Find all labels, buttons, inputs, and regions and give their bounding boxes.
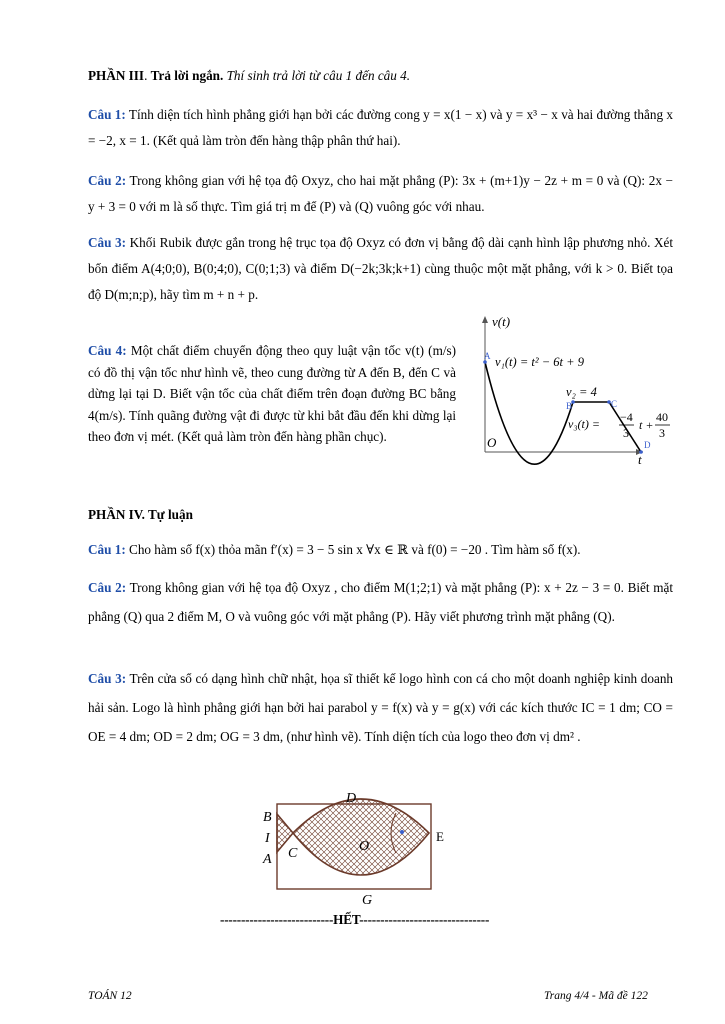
part4-heading: PHẦN IV. Tự luận bbox=[88, 507, 193, 522]
end-marker: ---------------------------HẾT------------------------------- bbox=[220, 912, 490, 927]
part4-question-3 bbox=[88, 664, 673, 751]
part3-question-2 bbox=[88, 168, 673, 220]
part3-question-4 bbox=[88, 340, 456, 448]
question-text: Trong không gian với hệ tọa độ Oxyz, cho hai mặt phẳng (P): 3x + (m+1)y − 2z + m = 0 và (Q): 2x − y + 3 = 0 với m là số thực. Tìm giá trị m để (P) và (Q) vuông góc với nhau. bbox=[88, 173, 674, 214]
question-label: Câu 3: bbox=[88, 671, 127, 686]
v-axis-label: v(t) bbox=[492, 314, 511, 329]
label-d: D bbox=[346, 791, 357, 806]
velocity-graph bbox=[478, 312, 683, 470]
question-text: Tính diện tích hình phẳng giới hạn bởi các đường cong y = x(1 − x) và y = x³ − x và hai đường thẳng x = −2, x = 1. (Kết quả làm tròn đến hàng thập phân thứ hai). bbox=[88, 107, 674, 148]
label-g: G bbox=[362, 893, 373, 908]
part3-heading-title: Trả lời ngắn. bbox=[150, 68, 224, 83]
part3-heading-dot: . bbox=[144, 68, 151, 83]
question-text: Cho hàm số f(x) thỏa mãn f′(x) = 3 − 5 sin x ∀x ∈ ℝ và f(0) = −20 . Tìm hàm số f(x). bbox=[129, 542, 581, 557]
label-a: A bbox=[263, 852, 272, 867]
footer-subject: TOÁN 12 bbox=[88, 990, 132, 1002]
part3-question-3 bbox=[88, 230, 673, 308]
v3-fraction2-num: 40 bbox=[656, 410, 668, 424]
part3-heading-bold: PHẦN III bbox=[88, 68, 145, 83]
question-label: Câu 4: bbox=[88, 343, 127, 358]
point-d-label: D bbox=[644, 440, 651, 450]
question-text: Trong không gian với hệ tọa độ Oxyz , cho điểm M(1;2;1) và mặt phẳng (P): x + 2z − 3 = 0. Biết mặt phẳng (Q) qua 2 điểm M, O và vuông góc với mặt phẳng (P). Hãy viết phương trình mặt phẳng (Q). bbox=[88, 580, 674, 624]
v2-formula: v₂ = 4 bbox=[566, 385, 597, 399]
question-text: Khối Rubik được gắn trong hệ trục tọa độ Oxyz có đơn vị bằng độ dài cạnh hình lập phương nhỏ. Xét bốn điểm A(4;0;0), B(0;4;0), C(0;1;3) và điểm D(−2k;3k;k+1) cùng thuộc một mặt phẳng, với k > 0. Biết tọa độ D(m;n;p), hãy tìm m + n + p. bbox=[88, 235, 674, 302]
part4-question-2 bbox=[88, 573, 673, 631]
label-o: O bbox=[359, 839, 370, 854]
label-c: C bbox=[288, 846, 298, 861]
part3-heading-instructions: Thí sinh trả lời từ câu 1 đến câu 4. bbox=[223, 68, 411, 83]
t-axis-label: t bbox=[638, 452, 642, 467]
curve-v1 bbox=[485, 362, 573, 464]
v1-formula: v₁(t) = t² − 6t + 9 bbox=[495, 355, 584, 369]
v3-fraction1-den: 3 bbox=[623, 426, 629, 440]
part3-question-1 bbox=[88, 102, 673, 154]
point-a-label: A bbox=[484, 351, 491, 361]
question-text: Trên cửa sổ có dạng hình chữ nhật, họa sĩ thiết kế logo hình con cá cho một doanh nghiệp kinh doanh hải sản. Logo là hình phẳng giới hạn bởi hai parabol y = f(x) và y = g(x) với các kích thước IC = 1 dm; CO = OE = 4 dm; OD = 2 dm; OG = 3 dm, (như hình vẽ). Tính diện tích của logo theo đơn vị dm² . bbox=[88, 671, 674, 744]
fish-body bbox=[293, 799, 429, 875]
fish-logo-figure bbox=[258, 786, 458, 912]
footer-page-info: Trang 4/4 - Mã đề 122 bbox=[544, 990, 648, 1002]
fish-eye-icon bbox=[400, 830, 404, 834]
question-label: Câu 2: bbox=[88, 580, 127, 595]
v3-fraction1-num: −4 bbox=[620, 410, 633, 424]
point-b-label: B bbox=[566, 401, 573, 411]
label-i: I bbox=[265, 831, 270, 846]
question-label: Câu 3: bbox=[88, 235, 127, 250]
question-label: Câu 1: bbox=[88, 542, 126, 557]
v3-formula-mid: t + bbox=[639, 418, 654, 432]
v3-formula-lhs: v₃(t) = bbox=[568, 417, 600, 431]
question-label: Câu 2: bbox=[88, 173, 127, 188]
v3-fraction2-den: 3 bbox=[659, 426, 665, 440]
label-e: E bbox=[436, 829, 444, 844]
label-b: B bbox=[263, 810, 272, 825]
question-text: Một chất điểm chuyển động theo quy luật vận tốc v(t) (m/s) có đồ thị vận tốc như hình vẽ, theo cung đường từ A đến B, đến C và dừng lại tại D. Biết vận tốc của chất điểm trên đoạn đường BC bằng 4(m/s). Tính quãng đường vật đi được từ khi bắt đầu đến khi dừng lại theo đơn vị mét. (Kết quả làm tròn đến hàng phần chục). bbox=[88, 343, 457, 444]
question-label: Câu 1: bbox=[88, 107, 126, 122]
point-c-label: C bbox=[611, 399, 618, 409]
origin-label: O bbox=[487, 435, 497, 450]
part3-heading bbox=[88, 68, 410, 84]
v-axis-arrow-icon bbox=[482, 316, 488, 323]
part4-question-1 bbox=[88, 537, 673, 563]
